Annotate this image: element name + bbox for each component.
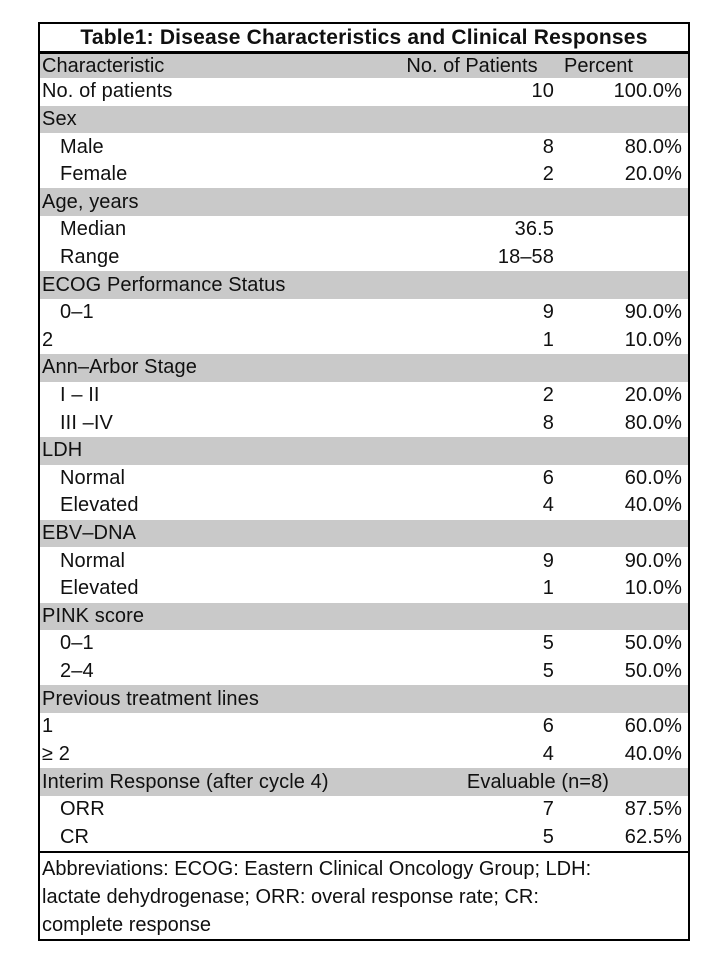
table-row <box>40 409 688 437</box>
row-value: 5 <box>542 825 554 848</box>
footnote-line: lactate dehydrogenase; ORR: overal response rate; CR: <box>42 886 539 908</box>
disease-characteristics-table <box>38 22 690 941</box>
table-row <box>40 216 688 244</box>
section-label: PINK score <box>42 604 145 627</box>
evaluable-n-value: Evaluable (n=8) <box>466 770 610 793</box>
row-label: III –IV <box>60 411 113 434</box>
row-label: 0–1 <box>60 301 94 324</box>
table-row <box>40 713 688 741</box>
row-value: 8 <box>542 135 554 158</box>
row-value: 6 <box>542 715 554 738</box>
section-row-previous-treatment <box>40 685 688 713</box>
row-label: CR <box>60 825 90 848</box>
section-label: Age, years <box>42 190 139 213</box>
table-row <box>40 658 688 686</box>
row-value: 10 <box>531 80 554 103</box>
table-row <box>40 492 688 520</box>
row-value: 9 <box>542 549 554 572</box>
section-row-ann-arbor <box>40 354 688 382</box>
table-row <box>40 575 688 603</box>
section-row-ldh <box>40 437 688 465</box>
row-value: 1 <box>542 328 554 351</box>
section-label: Previous treatment lines <box>42 687 259 710</box>
table-row <box>40 465 688 493</box>
row-value: 36.5 <box>514 218 554 241</box>
row-value: 2 <box>542 163 554 186</box>
section-label: Interim Response (after cycle 4) <box>42 770 329 793</box>
table-footnote <box>40 851 688 939</box>
row-value: 5 <box>542 632 554 655</box>
footnote-line: Abbreviations: ECOG: Eastern Clinical Oncology Group; LDH: <box>42 858 592 880</box>
footnote-line: complete response <box>42 914 211 936</box>
table-row <box>40 133 688 161</box>
table-row <box>40 78 688 106</box>
row-percent: 20.0% <box>624 163 682 186</box>
section-label: Ann–Arbor Stage <box>42 356 197 379</box>
row-percent: 90.0% <box>624 549 682 572</box>
row-label: Normal <box>60 466 126 489</box>
row-label: 2 <box>42 328 54 351</box>
row-value: 1 <box>542 577 554 600</box>
row-label: No. of patients <box>42 80 173 103</box>
row-percent: 10.0% <box>624 577 682 600</box>
row-percent: 50.0% <box>624 660 682 683</box>
row-percent: 87.5% <box>624 798 682 821</box>
table-row <box>40 244 688 272</box>
table-title: Table1: Disease Characteristics and Clinical Responses <box>40 24 688 54</box>
row-label: I – II <box>60 384 100 406</box>
row-label: Range <box>60 245 120 268</box>
table-row <box>40 630 688 658</box>
row-percent: 80.0% <box>624 135 682 158</box>
row-value: 18–58 <box>497 245 554 268</box>
row-percent: 40.0% <box>624 494 682 517</box>
table-row <box>40 161 688 189</box>
table-row <box>40 382 688 410</box>
row-label: Elevated <box>60 577 139 600</box>
row-percent: 40.0% <box>624 742 682 765</box>
row-percent: 80.0% <box>624 411 682 434</box>
table-header-row <box>40 54 688 78</box>
row-label: ≥ 2 <box>42 742 70 765</box>
section-label: ECOG Performance Status <box>42 273 286 296</box>
row-value: 8 <box>542 411 554 434</box>
section-row-interim-response <box>40 768 688 796</box>
row-label: Normal <box>60 549 126 572</box>
row-percent: 60.0% <box>624 466 682 489</box>
row-value: 4 <box>542 742 554 765</box>
row-percent: 50.0% <box>624 632 682 655</box>
table-row <box>40 741 688 769</box>
row-percent: 60.0% <box>624 715 682 738</box>
row-value: 6 <box>542 466 554 489</box>
section-row-pink-score <box>40 603 688 631</box>
row-percent: 100.0% <box>613 80 682 103</box>
section-label: LDH <box>42 439 83 462</box>
section-row-age <box>40 188 688 216</box>
table-row <box>40 299 688 327</box>
row-value: 7 <box>542 798 554 821</box>
table-body <box>40 78 688 851</box>
section-row-ebv-dna <box>40 520 688 548</box>
section-row-sex <box>40 106 688 134</box>
row-percent: 10.0% <box>624 328 682 351</box>
row-value: 4 <box>542 494 554 517</box>
section-label: EBV–DNA <box>42 522 137 545</box>
col-header-characteristic: Characteristic <box>42 54 165 77</box>
row-label: Median <box>60 218 127 241</box>
row-value: 5 <box>542 660 554 683</box>
row-percent: 90.0% <box>624 301 682 324</box>
row-label: Male <box>60 135 104 158</box>
col-header-no-of-patients: No. of Patients <box>406 54 538 77</box>
row-value: 9 <box>542 301 554 324</box>
table-row <box>40 547 688 575</box>
table-row <box>40 823 688 851</box>
row-value: 2 <box>542 384 554 406</box>
row-label: 2–4 <box>60 660 94 683</box>
row-label: 1 <box>42 715 54 738</box>
row-label: Elevated <box>60 494 139 517</box>
row-label: 0–1 <box>60 632 94 655</box>
col-header-percent: Percent <box>564 54 633 77</box>
row-label: ORR <box>60 798 105 821</box>
section-row-ecog <box>40 271 688 299</box>
row-label: Female <box>60 163 128 186</box>
row-percent: 20.0% <box>624 384 682 406</box>
section-label: Sex <box>42 107 77 130</box>
table-row <box>40 796 688 824</box>
table-row <box>40 326 688 354</box>
row-percent: 62.5% <box>624 825 682 848</box>
